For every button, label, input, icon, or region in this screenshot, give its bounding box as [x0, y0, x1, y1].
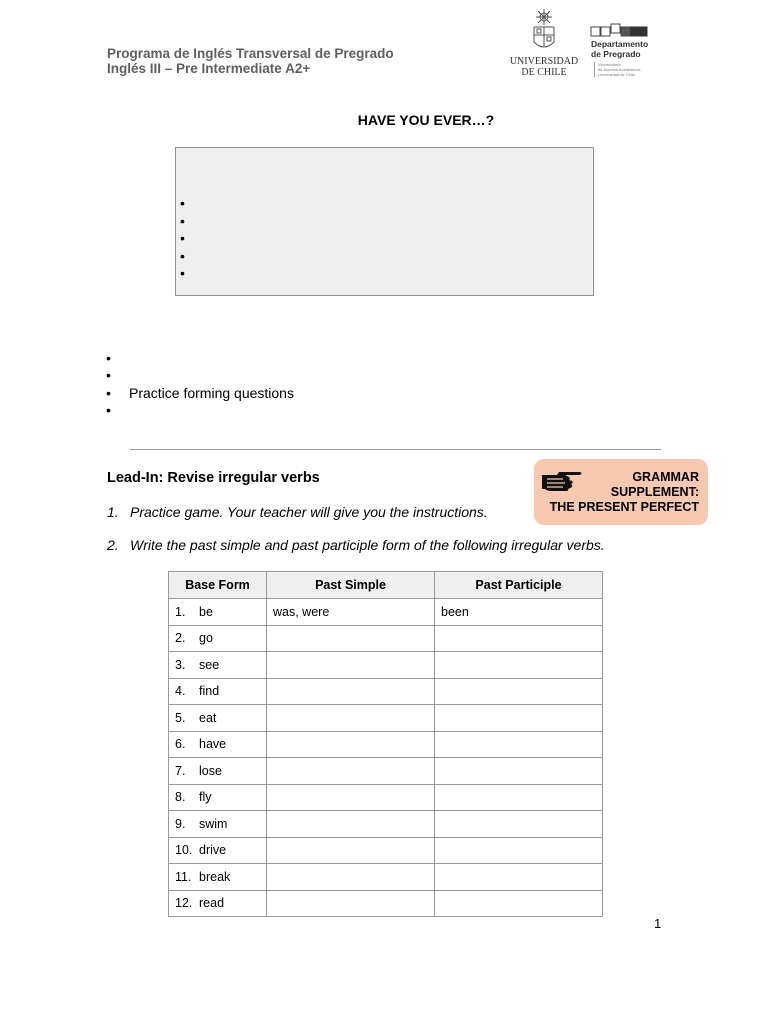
base-form-text: be [199, 604, 213, 619]
department-squares-icon [590, 22, 650, 38]
grammar-supplement-box [534, 459, 708, 525]
university-name-line2: DE CHILE [521, 67, 567, 78]
base-form-text: eat [199, 710, 217, 725]
instruction-text: Practice game. Your teacher will give you the instructions. [130, 504, 488, 520]
program-header [107, 46, 394, 76]
base-form-text: lose [199, 763, 222, 778]
row-number: 2. [175, 631, 186, 646]
row-number: 11. [175, 869, 192, 884]
university-seal-icon [508, 8, 580, 56]
past-participle-cell[interactable] [435, 784, 603, 811]
department-subtext: Vicerrectoría de Asuntos Académicos Universidad de Chile [594, 62, 640, 77]
past-simple-cell[interactable] [267, 811, 435, 838]
base-form-cell [169, 864, 267, 891]
past-participle-cell[interactable] [435, 890, 603, 917]
university-name-line1: UNIVERSIDAD [509, 56, 579, 67]
row-number: 6. [175, 737, 186, 752]
row-number: 1. [175, 604, 186, 619]
past-simple-cell[interactable] [267, 678, 435, 705]
page-number: 1 [654, 916, 662, 931]
past-participle-cell[interactable] [435, 705, 603, 732]
present-perfect-label: THE PRESENT PERFECT [549, 500, 699, 514]
row-number: 4. [175, 684, 186, 699]
past-simple-cell[interactable]: was, were [267, 599, 435, 626]
base-form-cell [169, 599, 267, 626]
row-number: 10. [175, 843, 193, 858]
column-header-base-form: Base Form [169, 572, 267, 599]
list-item: • [106, 349, 111, 366]
department-name-line1: Departamento [591, 39, 649, 49]
table-row [169, 599, 603, 626]
base-form-cell [169, 678, 267, 705]
base-form-text: go [199, 631, 213, 646]
base-form-text: fly [199, 790, 212, 805]
past-participle-cell[interactable] [435, 811, 603, 838]
past-simple-cell[interactable] [267, 890, 435, 917]
past-simple-cell[interactable] [267, 784, 435, 811]
column-header-past-participle: Past Participle [435, 572, 603, 599]
table-row [169, 678, 603, 705]
irregular-verbs-table [168, 571, 603, 917]
base-form-cell [169, 758, 267, 785]
row-number: 12. [175, 896, 193, 911]
column-header-past-simple: Past Simple [267, 572, 435, 599]
instruction-item [107, 537, 605, 553]
list-item: • [106, 367, 111, 384]
box-bullet: • [180, 195, 185, 211]
objectives-box [175, 147, 594, 296]
table-row [169, 811, 603, 838]
row-number: 3. [175, 657, 186, 672]
past-simple-cell[interactable] [267, 625, 435, 652]
base-form-cell [169, 625, 267, 652]
instruction-text: Write the past simple and past participle form of the following irregular verbs. [130, 537, 605, 553]
base-form-text: find [199, 684, 220, 699]
list-item: • Practice forming questions [106, 384, 294, 401]
objectives-box-list [180, 195, 185, 283]
table-row [169, 705, 603, 732]
base-form-cell [169, 731, 267, 758]
table-row [169, 864, 603, 891]
box-bullet: • [180, 247, 185, 264]
universidad-de-chile-logo [508, 8, 580, 80]
past-simple-cell[interactable] [267, 758, 435, 785]
base-form-text: break [199, 869, 231, 884]
table-row [169, 784, 603, 811]
past-participle-cell[interactable]: been [435, 599, 603, 626]
row-number: 7. [175, 763, 186, 778]
base-form-cell [169, 837, 267, 864]
base-form-cell [169, 652, 267, 679]
past-participle-cell[interactable] [435, 625, 603, 652]
table-row [169, 837, 603, 864]
worksheet-title: HAVE YOU EVER…? [357, 112, 495, 128]
base-form-text: drive [199, 843, 227, 858]
box-bullet: • [180, 265, 185, 281]
grammar-label: GRAMMAR [632, 470, 699, 484]
table-row [169, 652, 603, 679]
past-simple-cell[interactable] [267, 705, 435, 732]
supplement-label: SUPPLEMENT: [610, 485, 699, 499]
table-row [169, 890, 603, 917]
department-name-line2: de Pregrado [591, 48, 641, 59]
past-participle-cell[interactable] [435, 758, 603, 785]
program-title: Programa de Inglés Transversal de Pregrado [107, 46, 394, 61]
row-number: 8. [175, 790, 186, 805]
section-divider [130, 449, 661, 450]
course-subtitle: Inglés III – Pre Intermediate A2+ [107, 61, 311, 76]
past-simple-cell[interactable] [267, 864, 435, 891]
row-number: 9. [175, 816, 186, 831]
instruction-item [107, 504, 488, 520]
table-row [169, 731, 603, 758]
base-form-cell [169, 784, 267, 811]
past-participle-cell[interactable] [435, 864, 603, 891]
past-participle-cell[interactable] [435, 837, 603, 864]
base-form-cell [169, 811, 267, 838]
instruction-number: 1. [107, 504, 119, 520]
base-form-text: swim [199, 816, 228, 831]
base-form-text: see [199, 657, 220, 672]
box-bullet: • [180, 212, 185, 229]
departamento-pregrado-logo [590, 22, 660, 82]
past-participle-cell[interactable] [435, 652, 603, 679]
table-header-row [169, 572, 603, 599]
lead-in-heading: Lead-In: Revise irregular verbs [107, 470, 320, 486]
list-item: • [106, 402, 111, 419]
past-participle-cell[interactable] [435, 731, 603, 758]
instruction-number: 2. [107, 537, 119, 553]
past-participle-cell[interactable] [435, 678, 603, 705]
past-simple-cell[interactable] [267, 652, 435, 679]
base-form-cell [169, 705, 267, 732]
base-form-cell [169, 890, 267, 917]
objectives-list [106, 349, 294, 419]
base-form-text: read [199, 896, 225, 911]
row-number: 5. [175, 710, 186, 725]
base-form-text: have [199, 737, 227, 752]
table-row [169, 758, 603, 785]
box-bullet: • [180, 230, 185, 246]
table-row [169, 625, 603, 652]
past-simple-cell[interactable] [267, 837, 435, 864]
past-simple-cell[interactable] [267, 731, 435, 758]
